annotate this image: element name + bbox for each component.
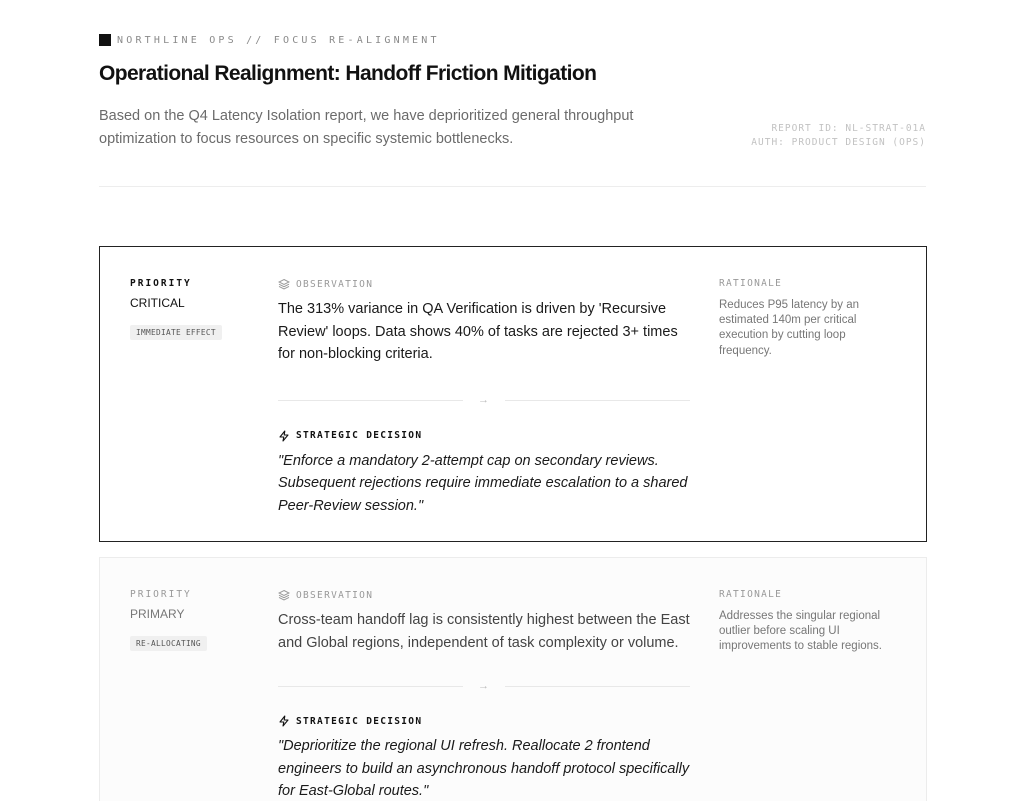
section-divider <box>278 680 690 692</box>
priority-level: PRIMARY <box>130 607 185 621</box>
layers-icon <box>278 278 290 290</box>
priority-block <box>130 589 207 651</box>
decision-text: "Deprioritize the regional UI refresh. Reallocate 2 frontend engineers to build an asynchronous handoff protocol specifically for East-Global routes." <box>278 738 690 799</box>
decision-label: STRATEGIC DECISION <box>296 715 423 727</box>
lightning-icon <box>278 430 290 442</box>
priority-block <box>130 278 222 340</box>
report-id: REPORT ID: NL-STRAT-01A <box>771 123 926 134</box>
rationale-column <box>719 589 899 655</box>
layers-icon <box>278 589 290 601</box>
lightning-icon <box>278 715 290 727</box>
section-divider <box>278 394 690 406</box>
observation-heading <box>278 589 690 601</box>
page-title: Operational Realignment: Handoff Friction Mitigation <box>99 62 597 85</box>
status-badge: IMMEDIATE EFFECT <box>130 325 222 340</box>
arrow-right-icon: → <box>478 393 489 406</box>
priority-label: PRIORITY <box>130 589 192 600</box>
arrow-right-icon: → <box>478 680 489 692</box>
rationale-label: RATIONALE <box>719 278 783 289</box>
status-badge: RE-ALLOCATING <box>130 636 207 651</box>
decision-heading <box>278 430 690 442</box>
decision-card-primary <box>99 557 927 801</box>
intro-text: Based on the Q4 Latency Isolation report, we have deprioritized general throughput optimization to focus resources on specific systemic bottlenecks. <box>99 108 634 147</box>
priority-label: PRIORITY <box>130 278 192 289</box>
decision-label: STRATEGIC DECISION <box>296 430 423 441</box>
rationale-text: Addresses the singular regional outlier before scaling UI improvements to stable regions. <box>719 610 882 653</box>
rationale-text: Reduces P95 latency by an estimated 140m per critical execution by cutting loop frequency. <box>719 299 860 357</box>
observation-text: Cross-team handoff lag is consistently highest between the East and Global regions, independent of task complexity or volume. <box>278 612 690 651</box>
decision-text: "Enforce a mandatory 2-attempt cap on secondary reviews. Subsequent rejections require immediate escalation to a shared Peer-Review session." <box>278 452 688 514</box>
brand-eyebrow <box>99 34 440 46</box>
observation-text: The 313% variance in QA Verification is driven by 'Recursive Review' loops. Data shows 40% of tasks are rejected 3+ times for non-blocking criteria. <box>278 301 678 362</box>
black-square-icon <box>99 34 111 46</box>
observation-column <box>278 589 690 801</box>
report-meta <box>751 122 926 150</box>
header-divider <box>99 186 926 187</box>
rationale-column <box>719 278 899 359</box>
observation-label: OBSERVATION <box>296 589 374 601</box>
report-author: AUTH: PRODUCT DESIGN (OPS) <box>751 137 926 148</box>
observation-column <box>278 278 690 517</box>
rationale-label: RATIONALE <box>719 589 783 600</box>
eyebrow-text: NORTHLINE OPS // FOCUS RE-ALIGNMENT <box>117 34 440 46</box>
decision-heading <box>278 715 690 727</box>
priority-level: CRITICAL <box>130 296 185 310</box>
decision-card-critical <box>99 246 927 542</box>
observation-heading <box>278 278 690 290</box>
observation-label: OBSERVATION <box>296 278 374 290</box>
